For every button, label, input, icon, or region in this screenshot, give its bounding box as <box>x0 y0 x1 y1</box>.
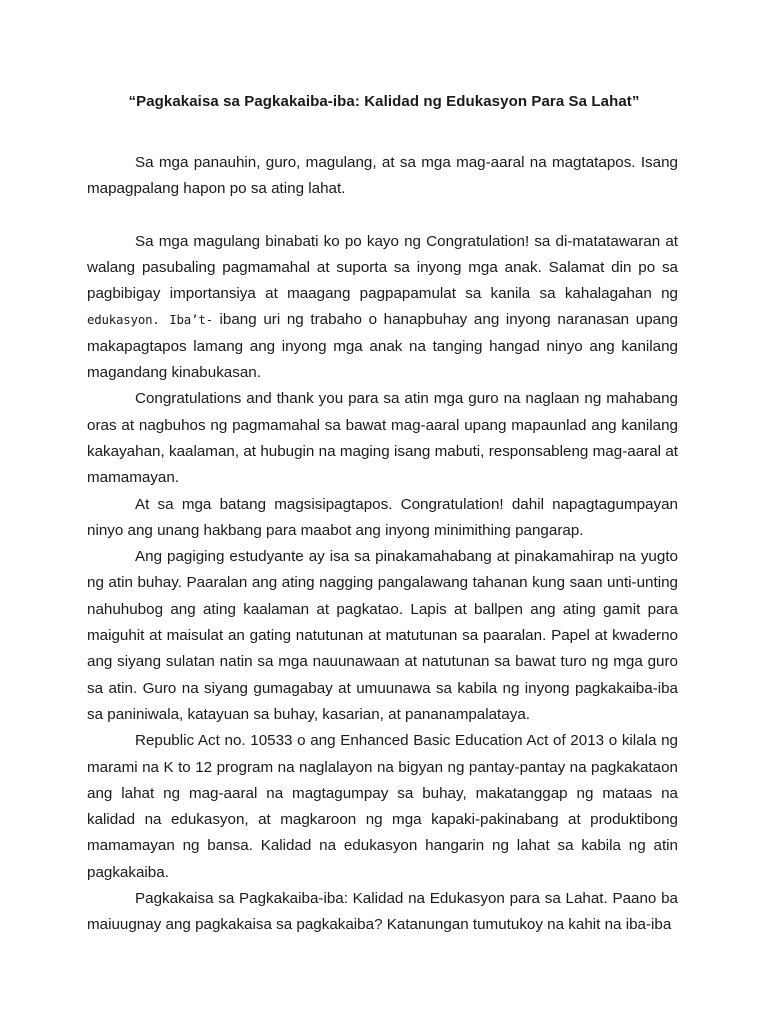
paragraph-theme: Pagkakaisa sa Pagkakaiba-iba: Kalidad na Edukasyon para sa Lahat. Paano ba maiuugnay ang pagkakaisa sa pagkakaiba? Katanungan tumutukoy na kahit na iba-iba <box>87 890 678 934</box>
paragraph-parents-rest: ibang uri ng trabaho o hanapbuhay ang inyong naranasan upang makapagtapos lamang ang inyong mga anak na tanging hangad ninyo ang kanilang magandang kinabukasan. <box>87 311 678 382</box>
paragraph-teachers: Congratulations and thank you para sa atin mga guro na naglaan ng mahabang oras at nagbuhos ng pagmamahal sa bawat mag-aaral upang mapaunlad ang kanilang kakayahan, kaalaman, at hubugin na maging isang mabuti, responsableng mag-aaral at mamamayan. <box>87 390 678 487</box>
document-title: “Pagkakaisa sa Pagkakaiba-iba: Kalidad ng Edukasyon Para Sa Lahat” <box>128 93 640 110</box>
paragraph-parents <box>87 229 678 387</box>
paragraph-parents-mono: edukasyon. Iba’t- <box>87 312 213 328</box>
paragraph-republic-act: Republic Act no. 10533 o ang Enhanced Basic Education Act of 2013 o kilala ng marami na K to 12 program na naglalayon na bigyan ng pantay-pantay na pagkakataon ang lahat ng mag-aaral na magtagumpay sa buhay, makatanggap ng mataas na kalidad na edukasyon, at magkaroon ng mga kapaki-pakinabang at produktibong mamamayan ng bansa. Kalidad na edukasyon hangarin ng lahat sa kabila ng atin pagkakaiba. <box>87 732 678 881</box>
paragraph-graduates: At sa mga batang magsisipagtapos. Congratulation! dahil napagtagumpayan ninyo ang unang hakbang para maabot ang inyong minimithing pangarap. <box>87 495 678 539</box>
paragraph-greeting: Sa mga panauhin, guro, magulang, at sa mga mag-aaral na magtatapos. Isang mapagpalang hapon po sa ating lahat. <box>87 154 678 198</box>
paragraph-student-life: Ang pagiging estudyante ay isa sa pinakamahabang at pinakamahirap na yugto ng atin buhay. Paaralan ang ating nagging pangalawang tahanan kung saan unti-unting nahuhubog ang ating kaalaman at pagkatao. Lapis at ballpen ang ating gamit para maiguhit at maisulat an gating natutunan at matutunan sa paaralan. Papel at kwaderno ang siyang sulatan natin sa mga nauunawaan at natutunan sa bawat turo ng mga guro sa atin. Guro na siyang gumagabay at umuunawa sa kabila ng inyong pagkakaiba-iba sa paniniwala, katayuan sa buhay, kasarian, at pananampalataya. <box>87 548 678 723</box>
document-body <box>87 150 678 939</box>
paragraph-parents-lead: Sa mga magulang binabati ko po kayo ng Congratulation! sa di-matatawaran at walang pasubaling pagmamahal at suporta sa inyong mga anak. Salamat din po sa pagbibigay importansiya at maagang pagpapamulat sa kanila sa kahalagahan ng <box>87 232 678 303</box>
